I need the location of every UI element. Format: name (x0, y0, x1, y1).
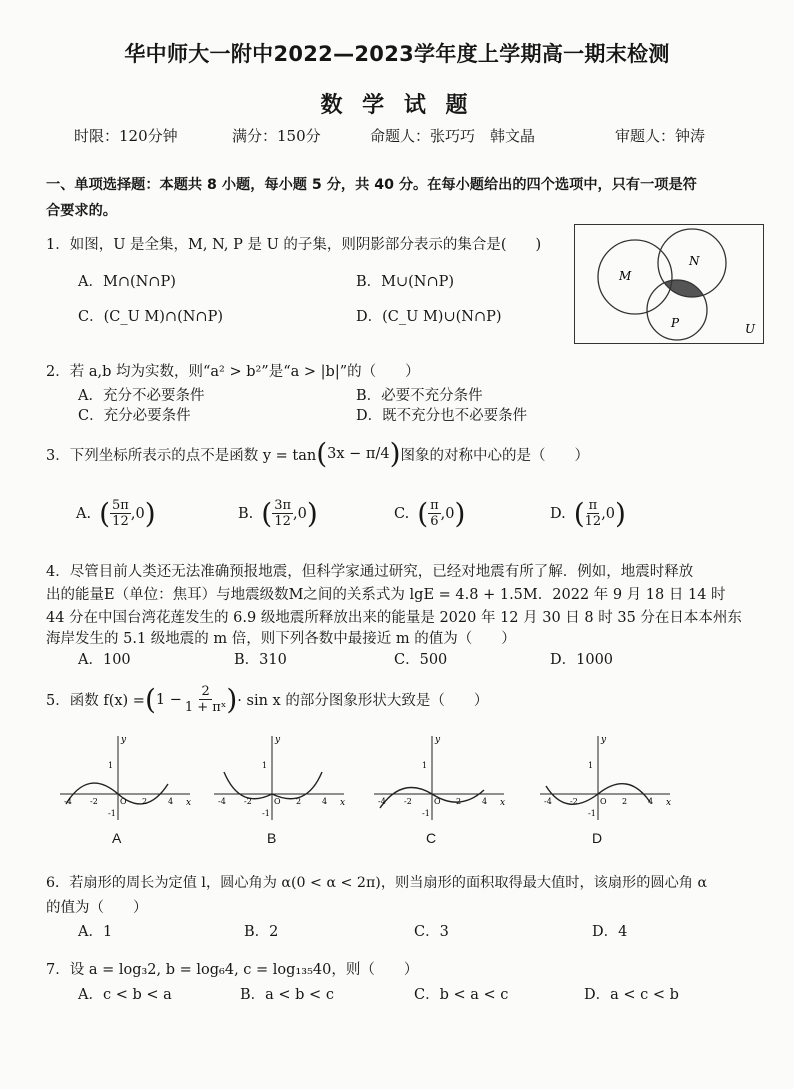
q2-option-b: B．必要不充分条件 (356, 388, 483, 404)
q5-stem-post: · sin x 的部分图象形状大致是（ ） (237, 693, 489, 709)
q3-tail: ,0 (130, 505, 145, 522)
q4-option-c: C．500 (394, 652, 448, 668)
q7-option-b: B．a < b < c (240, 987, 334, 1003)
x-tick-label: -4 (544, 797, 552, 806)
y-tick-label: -1 (262, 809, 270, 818)
q2-option-a: A．充分不必要条件 (78, 388, 205, 404)
x-tick-label: O (120, 797, 127, 806)
exam-title: 华中师大一附中2022—2023学年度上学期高一期末检测 (124, 42, 670, 66)
q4-option-d: D．1000 (550, 652, 614, 668)
x-tick-label: 4 (482, 797, 488, 806)
fraction-numerator: 2 (201, 684, 210, 699)
q3-option-c (394, 498, 465, 529)
q6-line2: 的值为（ ） (46, 900, 148, 916)
q6-line1: 6．若扇形的周长为定值 l，圆心角为 α(0 < α < 2π)，则当扇形的面积取得最大值时，该扇形的圆心角 α (46, 875, 708, 891)
q1-option-a: A．M∩(N∩P) (78, 274, 176, 290)
q3-stem (46, 437, 589, 470)
q4-line1: 4．尽管目前人类还无法准确预报地震，但科学家通过研究，已经对地震有所了解．例如，地震时释放 (46, 564, 694, 580)
fraction-denominator: 12 (584, 514, 602, 529)
graph-a (56, 732, 196, 824)
x-tick-label: O (434, 797, 441, 806)
y-tick-label: -1 (108, 809, 116, 818)
x-axis-label: x (186, 798, 192, 808)
q5-stem-pre: 5．函数 f(x) = (46, 693, 145, 709)
venn-label-u: U (745, 322, 756, 336)
graph-b-label: B (267, 830, 277, 846)
x-tick-label: O (600, 797, 607, 806)
q2-stem: 2．若 a,b 均为实数，则“a² > b²”是“a > |b|”的（ ） (46, 364, 420, 380)
x-tick-label: 2 (622, 797, 628, 806)
q3-option-c-fraction (428, 498, 441, 529)
graph-b (210, 732, 350, 824)
y-tick-label: 1 (262, 761, 268, 770)
authors: 命题人：张巧巧 韩文晶 (370, 127, 536, 145)
x-tick-label: 4 (648, 797, 654, 806)
x-tick-label: -4 (64, 797, 72, 806)
venn-diagram (574, 224, 764, 344)
q3-option-a-fraction (110, 498, 131, 529)
section-heading-line2: 合要求的。 (46, 203, 117, 219)
y-tick-label: 1 (108, 761, 114, 770)
q6-option-b: B．2 (244, 924, 279, 940)
paren-icon: ) (144, 496, 156, 530)
paren-icon: ( (417, 496, 429, 530)
full-score: 满分：150分 (232, 127, 321, 145)
fraction-numerator: π (588, 498, 598, 513)
q7-option-c: C．b < a < c (414, 987, 509, 1003)
q6-option-d: D．4 (592, 924, 628, 940)
x-axis-label: x (666, 798, 672, 808)
y-axis-label: y (601, 735, 607, 745)
y-tick-label: 1 (422, 761, 428, 770)
x-tick-label: -2 (90, 797, 98, 806)
x-tick-label: 4 (322, 797, 328, 806)
fraction-denominator: 12 (112, 514, 129, 529)
q5-stem: 5．函数 f(x) = ( 1 − $\frac{2}{\text{1 + πˣ}}$ ) · sin x 的部分图象形状大致是（ ） (46, 682, 489, 716)
q3-tail: ,0 (293, 505, 307, 522)
paren-icon: ) (615, 496, 626, 530)
q4-line4: 海岸发生的 5.1 级地震的 m 倍，则下列各数中最接近 m 的值为（ ） (46, 631, 516, 647)
q3-stem-post: 图象的对称中心的是（ ） (400, 447, 589, 464)
q3-option-a (76, 498, 156, 529)
x-tick-label: 2 (296, 797, 302, 806)
y-axis-label: y (275, 735, 281, 745)
reviewer: 审题人：钟涛 (615, 127, 706, 145)
paren-icon: ) (454, 496, 466, 530)
x-tick-label: -2 (244, 797, 252, 806)
venn-label-m: M (619, 269, 632, 283)
q1-option-d: D．(C_U M)∪(N∩P) (356, 309, 502, 325)
paren-icon: ) (306, 496, 318, 530)
q4-option-a: A．100 (78, 652, 131, 668)
graph-d-label: D (592, 830, 603, 846)
paren-icon: ( (144, 682, 156, 716)
q3-option-b (238, 498, 318, 529)
x-axis-label: x (340, 798, 346, 808)
q3-option-d-fraction (585, 498, 602, 529)
q3-tail: ,0 (440, 505, 455, 522)
q1-option-c: C．(C_U M)∩(N∩P) (78, 309, 223, 325)
fraction-numerator: 5π (112, 498, 129, 513)
q3-option-d-letter: D. (550, 505, 566, 522)
paren-icon: ) (226, 682, 238, 716)
y-axis-label: y (435, 735, 441, 745)
y-tick-label: -1 (588, 809, 596, 818)
graph-c-label: C (426, 830, 437, 846)
q3-option-b-letter: B. (238, 505, 254, 522)
q7-option-d: D．a < c < b (584, 987, 679, 1003)
paren-icon: ( (261, 496, 273, 530)
graph-a-label: A (112, 830, 122, 846)
section-heading-line1: 一、单项选择题：本题共 8 小题，每小题 5 分，共 40 分。在每小题给出的四个选项中，只有一项是符 (46, 177, 697, 193)
x-tick-label: -4 (218, 797, 226, 806)
q7-stem: 7．设 a = log₃2, b = log₆4, c = log₁₃₅40，则（ ） (46, 962, 419, 978)
x-tick-label: -2 (570, 797, 578, 806)
q5-fraction (185, 684, 226, 715)
fraction-numerator: 3π (274, 498, 292, 513)
venn-label-p: P (671, 316, 680, 330)
q3-option-c-letter: C. (394, 505, 410, 522)
x-tick-label: O (274, 797, 281, 806)
subject-title: 数 学 试 题 (320, 93, 474, 118)
q1-option-b: B．M∪(N∩P) (356, 274, 455, 290)
x-tick-label: 2 (456, 797, 462, 806)
q1-stem: 1．如图，U 是全集，M, N, P 是 U 的子集，则阴影部分表示的集合是( ) (46, 237, 542, 253)
fraction-denominator: 6 (430, 514, 439, 529)
fraction-denominator: 1 + πˣ (184, 700, 227, 715)
graph-d (536, 732, 676, 824)
y-tick-label: -1 (422, 809, 430, 818)
q2-option-d: D．既不充分也不必要条件 (356, 408, 528, 424)
q7-option-a: A．c < b < a (78, 987, 172, 1003)
y-tick-label: 1 (588, 761, 594, 770)
venn-svg (575, 225, 763, 343)
graph-c (370, 732, 510, 824)
q6-option-c: C．3 (414, 924, 449, 940)
q3-stem-pre: 3．下列坐标所表示的点不是函数 y = tan (46, 447, 317, 464)
x-axis-label: x (500, 798, 506, 808)
fraction-numerator: π (430, 498, 439, 513)
q4-option-b: B．310 (234, 652, 287, 668)
q4-line2: 出的能量E（单位：焦耳）与地震级数M之间的关系式为 lgE = 4.8 + 1.5M．2022 年 9 月 18 日 14 时 (46, 587, 726, 603)
y-axis-label: y (121, 735, 127, 745)
q3-option-d (550, 498, 626, 529)
venn-label-n: N (689, 254, 700, 268)
q3-paren-open: ( (316, 437, 328, 470)
paren-icon: ( (99, 496, 111, 530)
x-tick-label: 2 (142, 797, 148, 806)
q3-option-a-letter: A. (76, 505, 92, 522)
fraction-denominator: 12 (274, 514, 291, 529)
q3-option-b-fraction (272, 498, 293, 529)
x-tick-label: -2 (404, 797, 412, 806)
q4-line3: 44 分在中国台湾花莲发生的 6.9 级地震所释放出来的能量是 2020 年 12 月 30 日 8 时 35 分在日本本州东 (46, 610, 742, 626)
q6-option-a: A．1 (78, 924, 113, 940)
q3-stem-arg: 3x − π/4 (327, 446, 390, 462)
x-tick-label: -4 (378, 797, 386, 806)
time-limit: 时限：120分钟 (74, 127, 178, 145)
q2-option-c: C．充分必要条件 (78, 408, 191, 424)
q3-tail: ,0 (601, 505, 616, 522)
q3-paren-close: ) (389, 437, 401, 470)
x-tick-label: 4 (168, 797, 174, 806)
paren-icon: ( (573, 496, 585, 530)
